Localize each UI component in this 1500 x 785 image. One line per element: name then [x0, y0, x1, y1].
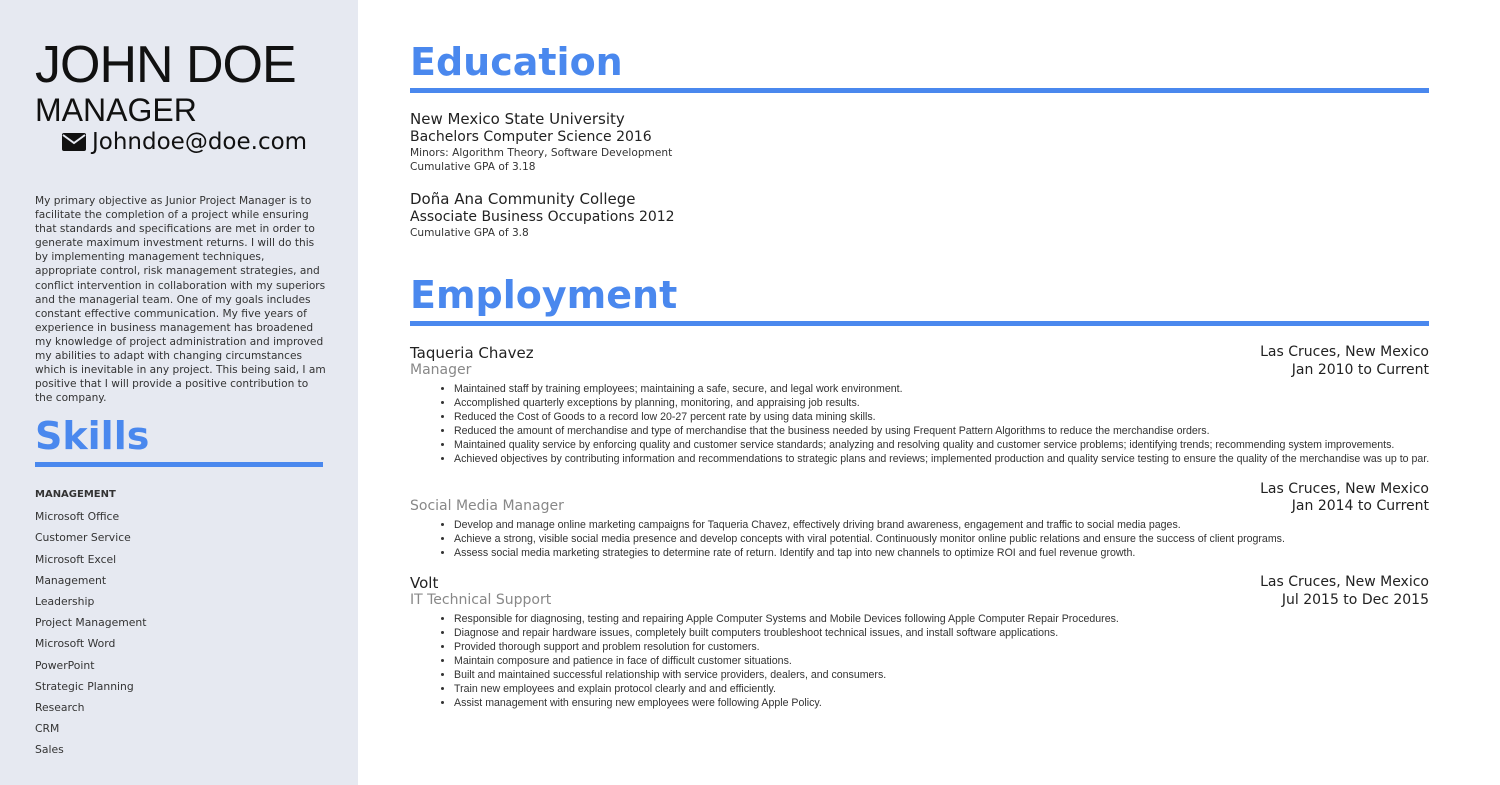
bullet-item: • Maintained staff by training employees; maintaining a safe, secure, and legal work environment. [454, 382, 1429, 396]
bullet-item: • Train new employees and explain protocol clearly and and efficiently. [454, 682, 1429, 696]
job-entry [410, 574, 1429, 711]
job-subheader-row [410, 362, 1429, 379]
job-dates: Jan 2010 to Current [1291, 362, 1429, 378]
job-entry [410, 481, 1429, 560]
skill-item: Microsoft Word [35, 637, 116, 651]
skill-item: Strategic Planning [35, 679, 134, 693]
skill-item: CRM [35, 722, 60, 736]
job-role: Manager [410, 362, 472, 378]
employment-divider [410, 321, 1429, 326]
sidebar [0, 0, 358, 785]
bullet-item: • Assist management with ensuring new employees were following Apple Policy. [454, 696, 1429, 710]
job-location: Las Cruces, New Mexico [1260, 344, 1429, 360]
candidate-name: JOHN DOE [35, 36, 296, 94]
school-degree: Bachelors Computer Science 2016 [410, 129, 652, 145]
company-name: Taqueria Chavez [410, 344, 534, 362]
school-entry [410, 110, 675, 174]
employment-heading: Employment [410, 273, 678, 317]
skill-item: Project Management [35, 616, 147, 630]
skill-item: Microsoft Excel [35, 552, 117, 566]
job-bullets [410, 518, 1429, 560]
bullet-item: • Reduced the Cost of Goods to a record low 20-27 percent rate by using data mining skills. [454, 410, 1429, 424]
employment-list [410, 344, 1429, 711]
job-entry [410, 344, 1429, 467]
skill-item: Sales [35, 743, 64, 757]
job-subheader-row [410, 592, 1429, 609]
job-header-row [410, 481, 1429, 498]
education-heading: Education [410, 40, 623, 84]
bullet-item: • Provided thorough support and problem resolution for customers. [454, 640, 1429, 654]
job-bullets [410, 612, 1429, 711]
envelope-icon [62, 133, 86, 151]
bullet-item: • Diagnose and repair hardware issues, completely built computers troubleshoot technical issues, and install software applications. [454, 626, 1429, 640]
education-list [410, 110, 675, 240]
candidate-title: MANAGER [35, 92, 197, 128]
job-location: Las Cruces, New Mexico [1260, 480, 1429, 497]
school-name: Doña Ana Community College [410, 190, 636, 208]
bullet-item: • Maintain composure and patience in face of difficult customer situations. [454, 654, 1429, 668]
skill-item: Management [35, 573, 107, 587]
bullet-item: • Responsible for diagnosing, testing and repairing Apple Computer Systems and Mobile Devices following Apple Computer Repair Procedures. [454, 612, 1429, 626]
school-entry [410, 190, 675, 240]
skills-heading: Skills [35, 414, 150, 458]
bullet-item: • Accomplished quarterly exceptions by planning, monitoring, and appraising job results. [454, 396, 1429, 410]
school-degree: Associate Business Occupations 2012 [410, 209, 675, 225]
job-bullets [410, 382, 1429, 467]
objective-text: My primary objective as Junior Project Manager is to facilitate the completion of a project while ensuring that standards and specifications are met in order to generate maximum investment returns. I will do this by implementing management techniques, appropriate control, risk management strategies, and conflict intervention in collaboration with my superiors and the managerial team. One of my goals includes constant effective communication. My five years of experience in business management has broadened my knowledge of project administration and improved my abilities to adapt with changing circumstances which is inevitable in any project. This being said, I am positive that I will provide a positive contribution to the company. [35, 195, 326, 405]
skill-category: MANAGEMENT [35, 489, 116, 500]
school-detail: Minors: Algorithm Theory, Software Development [410, 147, 673, 159]
job-role: IT Technical Support [410, 591, 552, 608]
bullet-item: • Assess social media marketing strategies to determine rate of return. Identify and tap into new channels to optimize ROI and fuel revenue growth. [454, 546, 1429, 560]
job-header-row [410, 344, 1429, 362]
email-link[interactable] [62, 128, 307, 156]
school-detail: Cumulative GPA of 3.18 [410, 161, 536, 173]
job-subheader-row [410, 498, 1429, 515]
bullet-item: • Achieve a strong, visible social media presence and develop concepts with viral potential. Continuously monitor online public relations and ensure the success of client programs. [454, 532, 1429, 546]
education-divider [410, 88, 1429, 93]
skill-item: Leadership [35, 594, 95, 608]
school-name: New Mexico State University [410, 110, 625, 128]
job-location: Las Cruces, New Mexico [1260, 573, 1429, 590]
job-role: Social Media Manager [410, 497, 564, 514]
bullet-item: • Achieved objectives by contributing information and recommendations to strategic plans and reviews; implemented production and quality service testing to ensure the quality of the merchandise was up to par. [454, 452, 1429, 466]
job-dates: Jul 2015 to Dec 2015 [1281, 591, 1429, 608]
job-header-row [410, 574, 1429, 592]
school-detail: Cumulative GPA of 3.8 [410, 227, 529, 239]
skill-item: Microsoft Office [35, 510, 120, 524]
skills-divider [35, 462, 323, 467]
bullet-item: • Maintained quality service by enforcing quality and customer service standards; analyzing and resolving quality and customer service problems; identifying trends; recommending system improvements. [454, 438, 1429, 452]
email-text: Johndoe@doe.com [92, 129, 308, 155]
skills-list [35, 489, 147, 764]
skill-item: PowerPoint [35, 658, 95, 672]
skill-item: Customer Service [35, 531, 131, 545]
bullet-item: • Develop and manage online marketing campaigns for Taqueria Chavez, effectively driving brand awareness, engagement and traffic to social media pages. [454, 518, 1429, 532]
job-dates: Jan 2014 to Current [1291, 497, 1429, 514]
skill-item: Research [35, 700, 85, 714]
company-name: Volt [410, 573, 439, 592]
bullet-item: • Built and maintained successful relationship with service providers, dealers, and consumers. [454, 668, 1429, 682]
bullet-item: • Reduced the amount of merchandise and type of merchandise that the business needed by using Frequent Pattern Algorithms to reduce the merchandise orders. [454, 424, 1429, 438]
